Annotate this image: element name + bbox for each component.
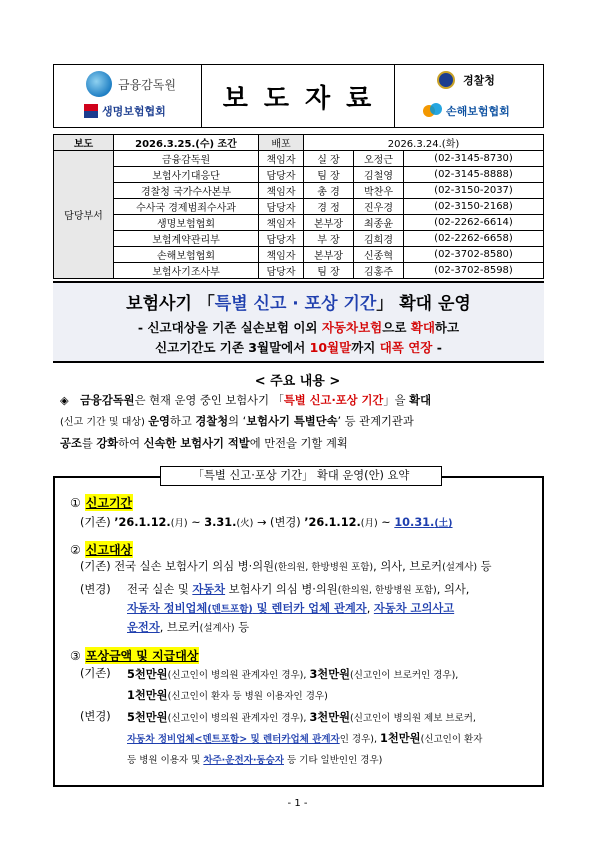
- left-logos: [54, 65, 202, 127]
- dept-tel: (02-3702-8598): [404, 263, 544, 279]
- amount-bold: 3천만원: [309, 668, 351, 681]
- item-3-before-body: [127, 665, 539, 707]
- life-insurance-logo: [84, 103, 201, 119]
- row-label: (변경): [270, 516, 305, 529]
- fss-globe-icon: [86, 71, 112, 97]
- lead-bold: 확대: [409, 394, 431, 407]
- distribution-label: 배포: [259, 135, 304, 151]
- dept-tel: (02-3145-8888): [404, 167, 544, 183]
- dept-tel: (02-3150-2168): [404, 199, 544, 215]
- subheadline-highlight: 자동차보험: [321, 320, 383, 335]
- arrow-icon: →: [253, 516, 271, 529]
- row-small: (한의원, 한방병원 포함): [337, 585, 437, 596]
- dept-title: 본부장: [304, 247, 354, 263]
- lead-text-span: 하여: [118, 437, 144, 450]
- row-text: 등: [234, 621, 250, 634]
- table-row: [54, 151, 544, 167]
- lead-text-span: 은 현재 운영 중인 보험사기 「: [134, 394, 284, 407]
- item-number: ①: [70, 495, 81, 510]
- lead-text: [60, 390, 550, 454]
- weekday-highlight: (土): [434, 518, 453, 529]
- dept-role: 책임자: [259, 151, 304, 167]
- amount-bold: 1천만원: [380, 732, 421, 745]
- row-text: , 의사, 브로커: [373, 560, 443, 573]
- table-row: [54, 215, 544, 231]
- dept-title: 부 장: [304, 231, 354, 247]
- lead-bold: 공조: [60, 437, 82, 450]
- amount-bold: 1천만원: [127, 689, 168, 702]
- dept-org: 보험사기대응단: [114, 167, 259, 183]
- dept-title: 팀 장: [304, 263, 354, 279]
- dept-title: 본부장: [304, 215, 354, 231]
- subheadline-text: 신고기간도 기존 3월말에서: [155, 340, 310, 355]
- dept-title: 팀 장: [304, 167, 354, 183]
- row-small: (신고인이 환자: [420, 734, 483, 745]
- row-highlight-small: 차주·운전자·동승자: [203, 755, 284, 766]
- lead-bold: 신속한 보험사기 적발: [143, 437, 250, 450]
- row-small: 인 경우),: [339, 734, 380, 745]
- date-highlight: 10.31.: [394, 516, 435, 529]
- dept-title: 경 정: [304, 199, 354, 215]
- row-small: (설계사): [199, 623, 235, 634]
- contact-info-table: [53, 134, 544, 279]
- lead-highlight: 특별 신고·포상 기간: [283, 394, 384, 407]
- table-row: [54, 231, 544, 247]
- separator: ~: [377, 516, 395, 529]
- subheadline: [53, 318, 544, 358]
- section-title: < 주요 내용 >: [254, 374, 341, 389]
- dept-role: 책임자: [259, 183, 304, 199]
- weekday: (月): [360, 518, 378, 529]
- diamond-bullet-icon: ◈: [60, 394, 69, 407]
- dept-tel: (02-3702-8580): [404, 247, 544, 263]
- amount-bold: 5천만원: [127, 668, 168, 681]
- date-bold: 3.31.: [204, 516, 237, 529]
- lead-paragraph: [60, 390, 550, 454]
- row-label: (변경): [80, 583, 111, 596]
- row-small: 등 병원 이용자 및: [127, 755, 204, 766]
- summary-title: 「특별 신고·포상 기간」 확대 운영(안) 요약: [160, 466, 442, 486]
- life-insurance-mark-icon: [84, 104, 98, 118]
- date-bold: ’26.1.12.: [114, 516, 171, 529]
- embargo-value: 2026.3.25.(수) 조간: [114, 135, 259, 151]
- table-row: [54, 167, 544, 183]
- subheadline-text: 으로: [382, 320, 411, 335]
- weekday: (火): [236, 518, 254, 529]
- item-heading-label: 신고기간: [85, 496, 133, 510]
- headline-box: [53, 281, 544, 363]
- police-logo: [437, 71, 543, 89]
- lead-bold: 경찰청: [195, 415, 229, 428]
- table-row: [54, 247, 544, 263]
- right-logos: [395, 65, 543, 127]
- amount-bold: 3천만원: [309, 711, 351, 724]
- item-heading-label: 신고대상: [85, 543, 133, 557]
- item-2-heading: [70, 541, 133, 558]
- row-label: (기존): [80, 667, 111, 680]
- separator: ~: [187, 516, 205, 529]
- life-insurance-logo-text: 생명보험협회: [102, 105, 166, 118]
- dept-title: 실 장: [304, 151, 354, 167]
- row-highlight: 자동차: [192, 583, 226, 596]
- row-text: 보험사기 의심 병·의원: [225, 583, 338, 596]
- headline-part: 」 확대 운영: [376, 294, 471, 314]
- dept-tel: (02-3145-8730): [404, 151, 544, 167]
- date-bold: ’26.1.12.: [304, 516, 361, 529]
- dept-role: 담당자: [259, 263, 304, 279]
- row-small: 등 기타 일반인인 경우): [283, 755, 383, 766]
- lead-text-span: ’ 등 관계기관과: [337, 415, 414, 428]
- row-text: ,: [366, 602, 374, 615]
- item-1-heading: [70, 494, 133, 511]
- item-3-heading: [70, 647, 199, 664]
- distribution-value: 2026.3.24.(화): [304, 135, 544, 151]
- press-release-header: [53, 64, 544, 128]
- page-number: - 1 -: [287, 798, 308, 809]
- row-highlight-small: (덴트포함): [207, 604, 253, 615]
- item-number: ②: [70, 542, 81, 557]
- item-3-after-body: [127, 708, 539, 771]
- row-text: 전국 실손 및: [127, 583, 193, 596]
- dept-name: 최종윤: [354, 215, 404, 231]
- dept-role: 책임자: [259, 215, 304, 231]
- fss-logo-text: 금융감독원: [118, 77, 176, 92]
- dept-tel: (02-2262-6658): [404, 231, 544, 247]
- weekday: (月): [170, 518, 188, 529]
- dept-name: 신종혁: [354, 247, 404, 263]
- dept-org: 손해보험협회: [114, 247, 259, 263]
- row-label: (기존): [80, 560, 111, 573]
- dept-org: 생명보험협회: [114, 215, 259, 231]
- row-small: (한의원, 한방병원 포함): [274, 562, 374, 573]
- fss-logo: [86, 71, 201, 97]
- amount-bold: 5천만원: [127, 711, 168, 724]
- dept-org: 금융감독원: [114, 151, 259, 167]
- embargo-label: 보도: [54, 135, 114, 151]
- dept-name: 오정근: [354, 151, 404, 167]
- dept-org: 보험계약관리부: [114, 231, 259, 247]
- row-label: (기존): [80, 516, 111, 529]
- police-emblem-icon: [437, 71, 455, 89]
- row-highlight: 자동차 고의사고: [373, 602, 455, 615]
- subheadline-highlight: 대폭 연장: [379, 340, 433, 355]
- general-insurance-logo: [423, 103, 543, 119]
- row-small: (신고인이 환자 등 병원 이용자인 경우): [167, 691, 328, 702]
- dept-name: 김홍주: [354, 263, 404, 279]
- row-highlight: 자동차 정비업체: [127, 602, 208, 615]
- subheadline-line-2: [53, 338, 544, 358]
- table-row: [54, 183, 544, 199]
- lead-bold: 보험사기 특별단속: [246, 415, 338, 428]
- row-small: (신고인이 병의원 제보 브로커,: [350, 713, 476, 724]
- subheadline-highlight: 확대: [410, 320, 435, 335]
- row-highlight: 운전자: [127, 621, 160, 634]
- row-text: 전국 실손 보험사기 의심 병·의원: [114, 560, 275, 573]
- row-text: 등: [477, 560, 492, 573]
- dept-role: 담당자: [259, 231, 304, 247]
- dept-title: 총 경: [304, 183, 354, 199]
- lead-text-span: 하고: [169, 415, 196, 428]
- item-heading-label: 포상금액 및 지급대상: [85, 649, 199, 663]
- general-insurance-mark-icon: [423, 103, 443, 119]
- lead-text-span: 를: [81, 437, 97, 450]
- subheadline-highlight: 10월말: [309, 340, 352, 355]
- dept-name: 박찬우: [354, 183, 404, 199]
- item-2-before-row: [80, 558, 540, 577]
- lead-bold: 금융감독원: [80, 394, 135, 407]
- lead-bold: 강화: [96, 437, 119, 450]
- lead-bold: 운영: [148, 415, 170, 428]
- row-highlight-small: 자동차 정비업체<덴트포함> 및 렌터카업체 관계자: [127, 734, 340, 745]
- headline-part: 보험사기 「: [126, 294, 215, 314]
- dept-org: 경찰청 국가수사본부: [114, 183, 259, 199]
- dept-tel: (02-2262-6614): [404, 215, 544, 231]
- lead-text-span: 에 만전을 기할 계획: [249, 437, 348, 450]
- release-info-row: [54, 135, 544, 151]
- subheadline-text: - 신고대상을 기존 실손보험 이외: [137, 320, 322, 335]
- subheadline-line-1: [53, 318, 544, 338]
- lead-line-1: [80, 390, 550, 411]
- dept-org: 수사국 경제범죄수사과: [114, 199, 259, 215]
- lead-text-span: 의 ‘: [228, 415, 247, 428]
- item-2-after-body: [127, 581, 539, 638]
- table-row: [54, 263, 544, 279]
- subheadline-text: -: [432, 340, 442, 355]
- row-small: (신고인이 병의원 관계자인 경우),: [167, 713, 310, 724]
- general-insurance-logo-text: 손해보험협회: [446, 105, 510, 118]
- row-highlight: 및 렌터카 업체 관계자: [252, 602, 367, 615]
- dept-tel: (02-3150-2037): [404, 183, 544, 199]
- dept-name: 김철영: [354, 167, 404, 183]
- subheadline-text: 하고: [434, 320, 460, 335]
- table-row: [54, 199, 544, 215]
- headline: [53, 289, 544, 314]
- subheadline-text: 까지: [351, 340, 380, 355]
- dept-role: 책임자: [259, 247, 304, 263]
- row-small: (신고인이 병의원 관계자인 경우),: [167, 670, 310, 681]
- lead-line-3: [60, 433, 550, 454]
- item-1-period-row: [80, 514, 540, 533]
- dept-name: 김희경: [354, 231, 404, 247]
- dept-label: 담당부서: [54, 151, 114, 279]
- dept-org: 보험사기조사부: [114, 263, 259, 279]
- dept-role: 담당자: [259, 167, 304, 183]
- row-small: (신고인이 브로커인 경우),: [350, 670, 459, 681]
- dept-name: 진우경: [354, 199, 404, 215]
- doc-type-title: 보도자료: [202, 65, 395, 127]
- lead-small: (신고 기간 및 대상): [60, 417, 149, 428]
- lead-text-span: 」을: [383, 394, 410, 407]
- row-text: , 의사,: [436, 583, 470, 596]
- lead-line-2: [60, 411, 550, 433]
- police-logo-text: 경찰청: [463, 74, 495, 87]
- headline-highlight: 특별 신고 · 포상 기간: [214, 294, 377, 314]
- dept-role: 담당자: [259, 199, 304, 215]
- row-small: (설계사): [442, 562, 478, 573]
- row-label: (변경): [80, 710, 111, 723]
- item-number: ③: [70, 648, 81, 663]
- row-text: , 브로커: [159, 621, 200, 634]
